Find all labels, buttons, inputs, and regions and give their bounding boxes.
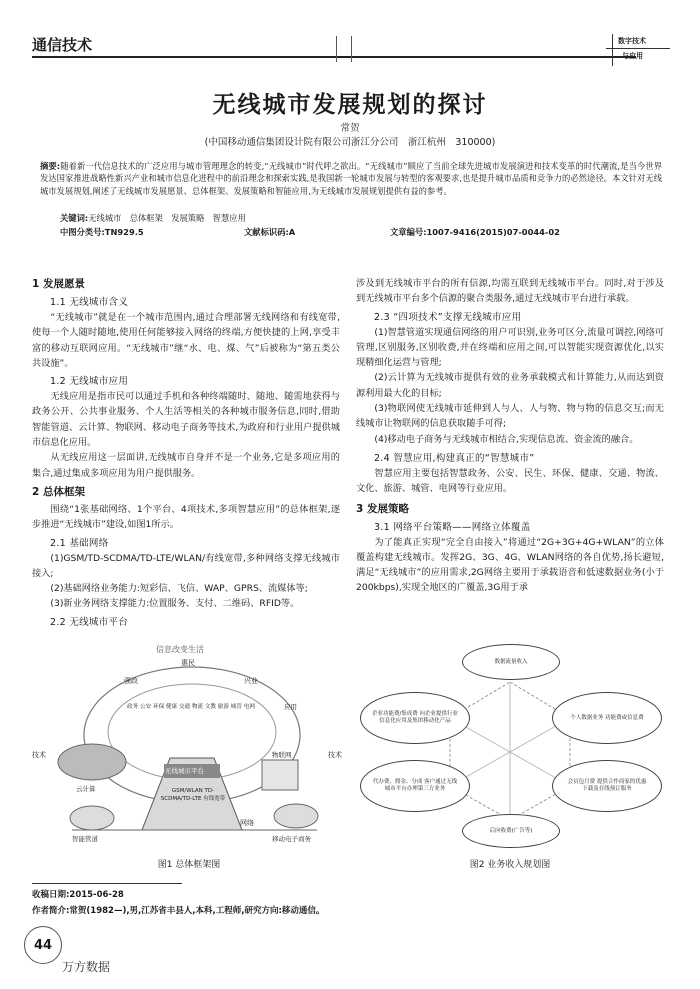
page-number: 44 <box>33 937 53 953</box>
section-2-1-heading: 2.1 基础网络 <box>50 537 109 549</box>
iot-icon <box>262 760 298 790</box>
keywords <box>60 212 246 224</box>
section-1-heading: 1 发展愿景 <box>32 278 85 290</box>
logo-top-text: 数字技术 <box>618 37 646 45</box>
header-divider-icon <box>336 36 352 62</box>
paragraph: (4)移动电子商务与无线城市相结合,实现信息流、资金流的融合。 <box>374 433 639 445</box>
paragraph: “无线城市”就是在一个城市范围内,通过合理部署无线网络和有线宽带,使每一个人随时随地,使用任何能够接入网络的终端,方便快捷的上网,享受丰富的移动互联网应用。“无线城市”继“水、电、煤、气”后被称为“第五类公共设施”。 <box>32 312 340 369</box>
abstract-text: 随着新一代信息技术的广泛应用与城市管理理念的转变,“无线城市”时代呼之欲出。“无线城市”顺应了当前全球先进城市发展演进和技术变革的时代潮流,是当今世界发达国家推进战略性新兴产业和城市信息化进程中的前沿理念和探索实践,是我国新一轮城市发展与转型的客观要求,也是提升城市品质和竞争力的必然途径。本文针对无线城市发展规划,阐述了无线城市发展愿景、总体框架、发展策略和智能应用,为无线城市发展规划提供有益的参考。 <box>40 161 662 196</box>
section-3-heading: 3 发展策略 <box>356 502 409 515</box>
revenue-node-label: 后向收费(广告等) <box>489 827 533 834</box>
section-2-3-heading: 2.3 “四项技术”支撑无线城市应用 <box>374 311 522 323</box>
mcom-icon <box>274 804 318 828</box>
revenue-node-label: 会员包月费 提供合作商家的优惠下载及在线预订服务 <box>567 779 647 792</box>
fig1-cloud: 云计算 <box>76 785 96 793</box>
cloud-icon <box>58 744 126 780</box>
fig1-app-label: 应用 <box>284 703 297 711</box>
section-3-1-heading: 3.1 网络平台策略——网络立体覆盖 <box>374 521 531 533</box>
fig1-network-label: 网络 <box>240 819 254 827</box>
watermark: 万方数据 <box>62 960 111 974</box>
column-label: 通信技术 <box>32 36 93 54</box>
paragraph: (2)云计算为无线城市提供有效的业务承载模式和计算能力,从而达到资源利用最大化的目标; <box>356 372 664 399</box>
paragraph: (1)GSM/TD-SCDMA/TD-LTE/WLAN/有线宽带,多种网络支撑无线城市接入; <box>32 552 340 579</box>
figure-1 <box>32 640 346 848</box>
left-column <box>32 276 340 628</box>
logo-bottom-text: 与应用 <box>622 52 643 60</box>
fig1-apps: 政务 公安 环保 健康 交通 物流 文教 旅游 城管 电网 <box>127 704 255 710</box>
revenue-node-bottom-left <box>360 760 470 812</box>
paragraph: 从无线应用这一层面讲,无线城市自身并不是一个业务,它是多项应用的集合,通过集成多项应用为用户提供服务。 <box>32 452 340 479</box>
logo-icon <box>606 34 676 66</box>
received-date: 收稿日期:2015-06-28 <box>32 890 124 900</box>
section-1-1-heading: 1.1 无线城市含义 <box>50 297 129 308</box>
author: 常贺 <box>340 123 360 134</box>
page-number-badge <box>24 926 62 964</box>
keywords-label: 关键词: <box>60 213 89 223</box>
paragraph: 围绕“1张基础网络、1个平台、4项技术,多项智慧应用”的总体框架,逐步推进“无线城市”建设,如图1所示。 <box>32 503 340 531</box>
paragraph: (3)物联网使无线城市延伸到人与人、人与物、物与物的信息交互;而无线城市让物联网的信息获取随手可得; <box>356 403 664 430</box>
paragraph: 涉及到无线城市平台的所有信源,均需互联到无线城市平台。同时,对于涉及到无线城市平台多个信源的聚合类服务,通过无线城市平台进行承载。 <box>356 278 664 305</box>
paragraph: 智慧应用主要包括智慧政务、公安、民生、环保、健康、交通、物流、文化、旅游、城管、电网等行业应用。 <box>356 467 664 495</box>
revenue-node-top-left <box>360 692 470 744</box>
revenue-node-bottom <box>462 814 560 848</box>
section-1-2-heading: 1.2 无线城市应用 <box>50 376 129 388</box>
section-2-4-heading: 2.4 智慧应用,构建真正的“智慧城市” <box>374 452 535 464</box>
affiliation: (中国移动通信集团设计院有限公司浙江分公司 浙江杭州 310000) <box>204 137 496 148</box>
article-title: 无线城市发展规划的探讨 <box>212 91 488 118</box>
figure-1-caption: 图1 总体框架图 <box>157 860 221 870</box>
section-2-2-heading: 2.2 无线城市平台 <box>50 616 129 628</box>
revenue-node-top-right <box>552 692 662 744</box>
paragraph: (2)基础网络业务能力:短彩信、飞信、WAP、GPRS、流媒体等; <box>50 583 308 595</box>
fig1-left-label: 强政 <box>124 677 138 685</box>
fig1-platform: 无线城市平台 <box>165 767 204 775</box>
revenue-node-label: 代办费、佣金、分成 客户通过无线城市平台办理第三方业务 <box>372 779 458 792</box>
fig1-top-label: 信息改变生活 <box>156 645 204 654</box>
fig1-iot: 物联网 <box>272 751 292 759</box>
clc-number: 中图分类号:TN929.5 <box>60 227 144 237</box>
paragraph: 为了能真正实现“完全自由接入”将通过“2G+3G+4G+WLAN”的立体覆盖构建无线城市。发挥2G、3G、4G、WLAN网络的各自优势,扬长避短,满足“无线城市”的应用需求,2G网络主要用于承载语音和低速数据业务(小于200kbps),实现全地区的广覆盖,3G用于承 <box>356 536 664 594</box>
header-rule <box>32 56 636 58</box>
pipe-icon <box>70 806 114 830</box>
section-2-heading: 2 总体框架 <box>32 485 85 498</box>
keywords-text: 无线城市 总体框架 发展策略 智慧应用 <box>88 213 246 223</box>
fig1-tech-right: 技术 <box>328 751 342 759</box>
fig1-mcom: 移动电子商务 <box>272 835 311 843</box>
revenue-node-label: 数据流量收入 <box>494 658 528 665</box>
paragraph: (3)新业务网络支撑能力:位置服务、支付、二维码、RFID等。 <box>50 598 300 610</box>
paragraph: 无线应用是指市民可以通过手机和各种终端随时、随地、随需地获得与政务公开、公共事业服务、个人生活等相关的各种城市服务信息,同时,借助智能管道、云计算、物联网、移动电子商务等技术,为政府和行业用户提供城市信息化应用。 <box>32 391 340 449</box>
revenue-node-bottom-right <box>552 760 662 812</box>
framework-diagram <box>32 640 346 848</box>
fig1-pipe: 智能管道 <box>72 835 98 843</box>
doc-code: 文献标识码:A <box>244 227 296 237</box>
fig1-right-label: 兴业 <box>244 677 258 685</box>
fig1-network: GSM/WLAN TD-SCDMA/TD-LTE 有线宽带 <box>160 788 226 802</box>
revenue-node-label: 企业功能费/集成费 向企业提供行业信息化应用及集团移动化产品 <box>371 711 459 724</box>
figure-2-caption: 图2 业务收入规划图 <box>469 860 551 870</box>
revenue-node-label: 个人数据业务 功能费或信息费 <box>570 714 644 721</box>
fig1-tech-left: 技术 <box>32 751 46 759</box>
revenue-node-top <box>462 644 560 680</box>
author-bio: 作者简介:常贺(1982—),男,江苏省丰县人,本科,工程师,研究方向:移动通信。 <box>32 906 325 916</box>
paragraph: (1)智慧管道实现通信网络的用户可识别,业务可区分,流量可调控,网络可管理,区别服务,区别收费,并在终端和应用之间,可以智能实现资源优化,以实现精细化运营与管理; <box>356 326 664 369</box>
abstract-label: 摘要: <box>40 161 61 171</box>
fig1-ring-label: 惠民 <box>181 659 195 667</box>
right-column <box>356 276 664 596</box>
footer-rule <box>32 883 182 884</box>
article-number: 文章编号:1007-9416(2015)07-0044-02 <box>390 227 560 237</box>
figure-2 <box>356 636 664 848</box>
abstract <box>40 160 662 197</box>
